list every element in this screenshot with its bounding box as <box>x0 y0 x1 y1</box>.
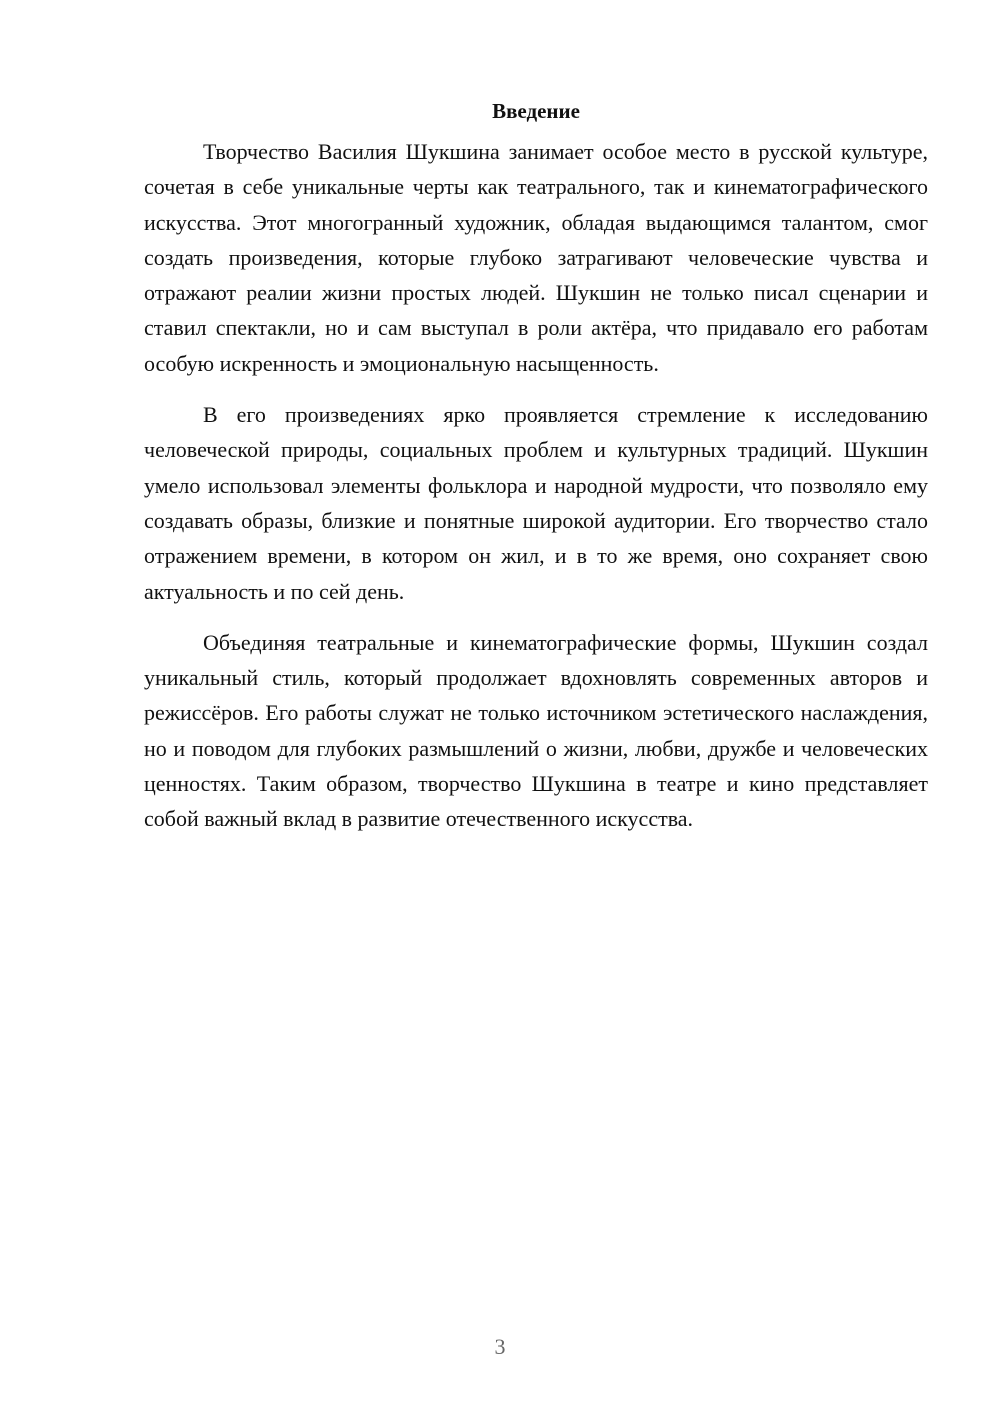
section-heading: Введение <box>492 99 580 123</box>
paragraph-1: Творчество Василия Шукшина занимает особое место в русской культуре, сочетая в себе уникальные черты как театрального, так и кинематографического искусства. Этот многогранный художник, обладая выдающимся талантом, смог создать произведения, которые глубоко затрагивают человеческие чувства и отражают реалии жизни простых людей. Шукшин не только писал сценарии и ставил спектакли, но и сам выступал в роли актёра, что придавало его работам особую искренность и эмоциональную насыщенность. <box>144 139 928 376</box>
paragraph-3: Объединяя театральные и кинематографические формы, Шукшин создал уникальный стиль, который продолжает вдохновлять современных авторов и режиссёров. Его работы служат не только источником эстетического наслаждения, но и поводом для глубоких размышлений о жизни, любви, дружбе и человеческих ценностях. Таким образом, творчество Шукшина в театре и кино представляет собой важный вклад в развитие отечественного искусства. <box>144 629 928 832</box>
page-content <box>144 96 928 853</box>
paragraph-2: В его произведениях ярко проявляется стремление к исследованию человеческой природы, социальных проблем и культурных традиций. Шукшин умело использовал элементы фольклора и народной мудрости, что позволяло ему создавать образы, близкие и понятные широкой аудитории. Его творчество стало отражением времени, в котором он жил, и в то же время, оно сохраняет свою актуальность и по сей день. <box>144 402 928 604</box>
page-number: 3 <box>494 1334 506 1359</box>
